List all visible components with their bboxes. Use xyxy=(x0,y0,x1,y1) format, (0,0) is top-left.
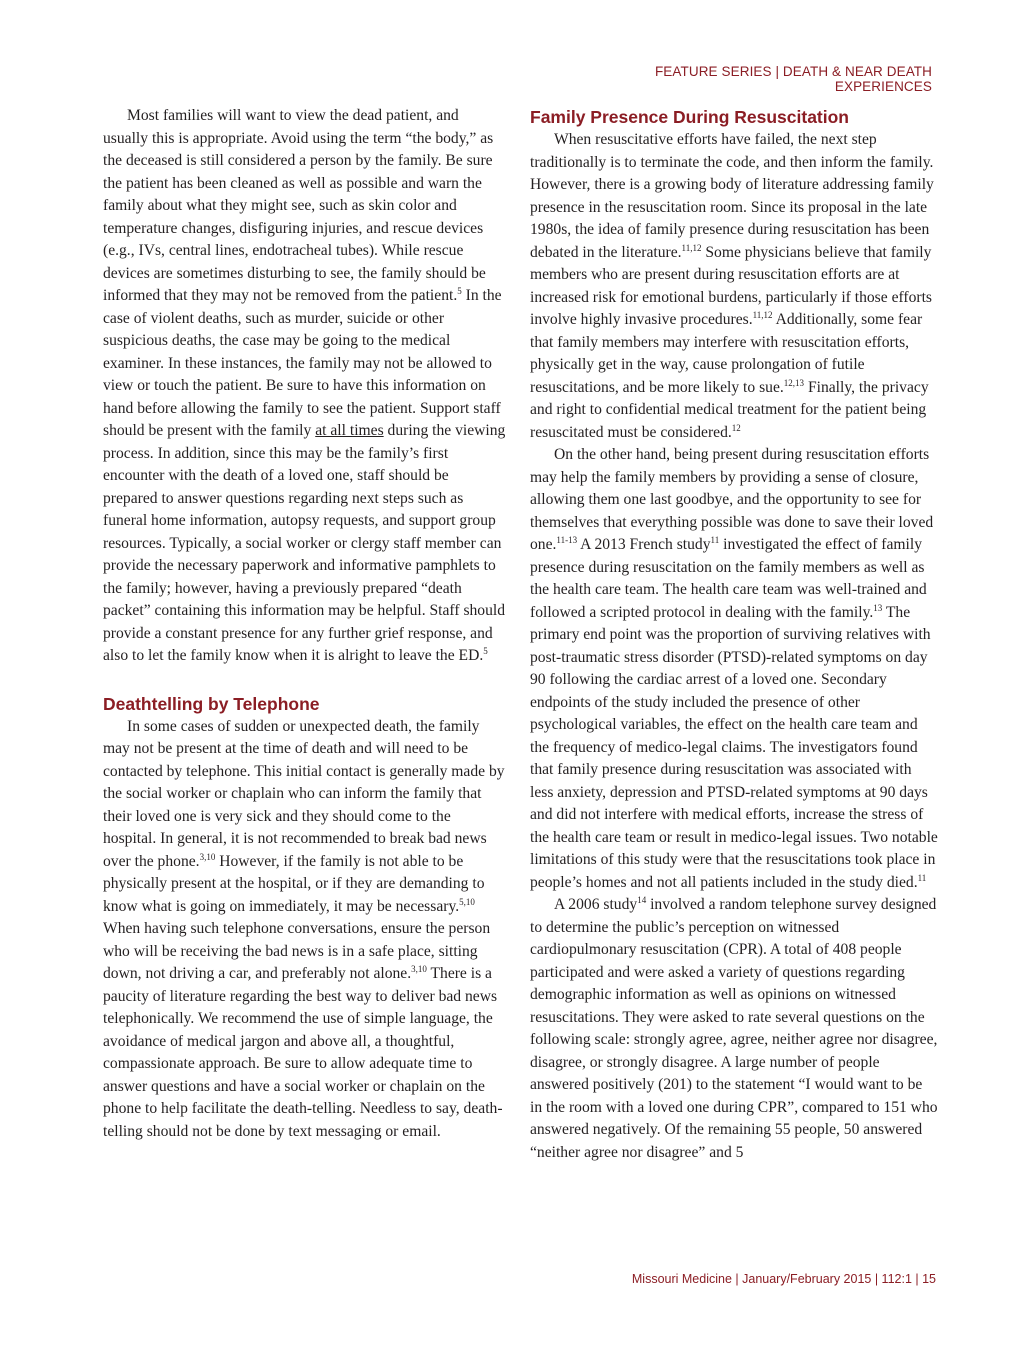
section-heading-family-presence: Family Presence During Resuscitation xyxy=(530,107,849,127)
citation: 14 xyxy=(637,895,647,905)
family-presence-paragraph: When resuscitative efforts have failed, the next step traditionally is to terminate the code, and then inform the family. However, there is a growing body of literature addressing family presence in the resuscitation room. Since its proposal in the late 1980s, the idea of family presence during resuscitation has been debated in the literature.$^{11,12}$ Some physicians believe that family members who are present during resuscitation efforts are at increased risk for emotional burdens, particularly if those efforts involve highly invasive procedures.$^{11,12}$ Additionally, some fear that family members may interfere with resuscitation efforts, physically get in the way, cause prolongation of futile resuscitations, and be more likely to sue.$^{12,13}$ Finally, the privacy and right to confidential medical treatment for the patient being resuscitated must be considered.$^{12}$ xyxy=(530,131,934,441)
citation: 3,10 xyxy=(411,964,427,974)
citation: 13 xyxy=(873,602,883,613)
citation: 11 xyxy=(710,535,720,545)
viewing-paragraph: Most families will want to view the dead patient, and usually this is appropriate. Avoid using the term “the body,” as the deceased is still considered a person by the family. Be sure the patient has been cleaned as well as possible and warn the family about what they might see, such as skin color and temperature changes, disfiguring injuries, and rescue devices (e.g., IVs, central lines, endotracheal tubes). While rescue devices are sometimes disturbing to see, the family should be informed that they may not be removed from the patient.$^5$ In the case of violent deaths, such as murder, suicide or other suspicious deaths, the case may be going to the medical examiner. In these instances, the family may not be allowed to view or touch the patient. Be sure to have this information on hand before allowing the family to see the patient. Support staff should be present with the family at all times during the viewing process. In addition, since this may be the family’s first encounter with the death of a loved one, staff should be prepared to answer questions regarding next steps such as funeral home information, autopsy requests, and support group resources. Typically, a social worker or clergy staff member can provide the necessary paperwork and informative pamphlets to the family; however, having a previously prepared “death packet” containing this information may be helpful. Staff should provide a constant presence for any further grief response, and also to let the family know when it is alright to leave the ED.$^5$ xyxy=(103,107,506,664)
citation: 3,10 xyxy=(199,851,216,862)
citation: 5 xyxy=(483,646,488,656)
series-header: FEATURE SERIES | DEATH & NEAR DEATH EXPERIENCES xyxy=(654,64,932,94)
citation: 11,12 xyxy=(681,242,702,253)
citation: 11-13 xyxy=(556,535,578,545)
citation: 11 xyxy=(917,872,927,883)
left-column xyxy=(103,105,507,1143)
citation: 11,12 xyxy=(752,310,773,320)
right-column xyxy=(530,105,938,1164)
citation: 12 xyxy=(731,422,741,433)
citation: 5 xyxy=(457,286,462,296)
emphasis-underline: at all times xyxy=(315,422,384,439)
citation: 5,10 xyxy=(459,896,475,907)
survey-paragraph: A 2006 study$^{14}$ involved a random telephone survey designed to determine the public’s perception on witnessed cardiopulmonary resuscitation (CPR). A total of 408 people participated and were asked a variety of questions regarding demographic information as well as opinions on witnessed resuscitations. They were asked to rate several questions on the following scale: strongly agree, agree, neither agree nor disagree, disagree, or strongly disagree. A large number of people answered positively (201) to the statement “I would want to be in the room with a loved one during CPR”, compared to 151 who answered negatively. Of the remaining 55 people, 50 answered “neither agree nor disagree” and 5 xyxy=(530,895,938,1161)
page-footer: Missouri Medicine | January/February 2015 | 112:1 | 15 xyxy=(631,1272,936,1286)
section-heading-telephone: Deathtelling by Telephone xyxy=(103,693,320,714)
telephone-paragraph: In some cases of sudden or unexpected death, the family may not be present at the time of death and will need to be contacted by telephone. This initial contact is generally made by the social worker or chaplain who can inform the family that their loved one is very sick and they should come to the hospital. In general, it is not recommended to break bad news over the phone.$^{3,10}$ However, if the family is not able to be physically present at the hospital, or if they are demanding to know what is going on immediately, it may be necessary.$^{5,10}$ When having such telephone conversations, ensure the person who will be receiving the bad news is in a safe place, sitting down, not driving a car, and preferably not alone.$^{3,10}$ There is a paucity of literature regarding the best way to deliver bad news telephonically. We recommend the use of simple language, the avoidance of medical jargon and above all, a thoughtful, compassionate approach. Be sure to allow adequate time to answer questions and have a social worker or chaplain on the phone to help facilitate the death-telling. Needless to say, death-telling should not be done by text messaging or email. xyxy=(103,717,505,1140)
citation: 12,13 xyxy=(783,377,805,388)
french-study-paragraph: On the other hand, being present during resuscitation efforts may help the family members by providing a sense of closure, allowing them one last goodbye, and the opportunity to see for themselves that everything possible was done to save their loved one.$^{11-13}$ A 2013 French study$^{11}$ investigated the effect of family presence during resuscitation on the family members as well as the health care team. The health care team was well-trained and followed a scripted protocol in dealing with the family.$^{13}$ The primary end point was the proportion of surviving relatives with post-traumatic stress disorder (PTSD)-related symptoms on day 90 following the cardiac arrest of a loved one. Secondary endpoints of the study included the presence of other psychological variables, the effect on the health care team and the frequency of medico-legal claims. The investigators found that family presence during resuscitation was associated with less anxiety, depression and PTSD-related symptoms at 90 days and did not interfere with medical efforts, increase the stress of the health care team or result in medico-legal issues. Two notable limitations of this study were that the resuscitations took place in people’s homes and not all patients included in the study died.$^{11}$ xyxy=(530,446,938,891)
